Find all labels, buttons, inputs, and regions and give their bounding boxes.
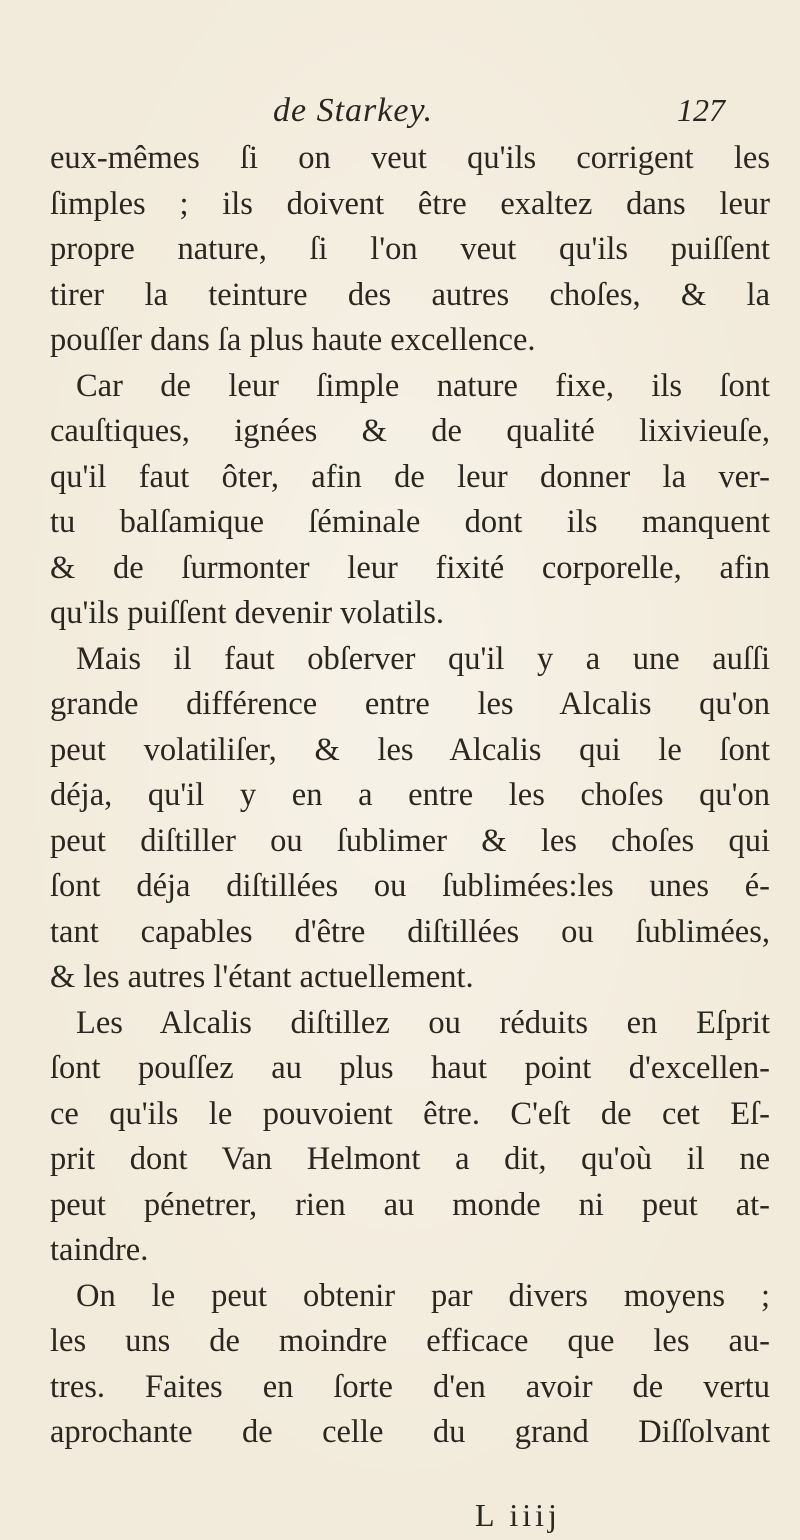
text-line: tant capables d'être diſtillées ou ſublimées, (50, 913, 770, 950)
text-line: ce qu'ils le pouvoient être. C'eſt de cet Eſ- (50, 1095, 770, 1132)
running-head: de Starkey. (273, 92, 434, 129)
text-line: ſont pouſſez au plus haut point d'excellen- (50, 1050, 770, 1086)
text-line: Mais il faut obſerver qu'il y a une auſſi (76, 640, 770, 677)
text-line: & de ſurmonter leur fixité corporelle, afin (50, 549, 770, 586)
text-line: ſont déja diſtillées ou ſublimées:les unes é- (50, 868, 770, 904)
text-line: Les Alcalis diſtillez ou réduits en Eſprit (76, 1004, 770, 1041)
signature-mark: L iiij (475, 1497, 561, 1533)
page-header (55, 92, 725, 136)
text-line: cauſtiques, ignées & de qualité lixivieuſe, (50, 413, 770, 449)
body-text (50, 136, 770, 1456)
text-line: Car de leur ſimple nature fixe, ils ſont (76, 367, 770, 404)
text-line: prit dont Van Helmont a dit, qu'où il ne (50, 1141, 770, 1177)
text-line: qu'il faut ôter, afin de leur donner la ver- (50, 458, 770, 495)
text-line: peut pénetrer, rien au monde ni peut at- (50, 1186, 770, 1223)
text-line: tirer la teinture des autres choſes, & la (50, 276, 770, 313)
text-line: On le peut obtenir par divers moyens ; (76, 1277, 770, 1314)
text-line: déja, qu'il y en a entre les choſes qu'on (50, 777, 770, 813)
text-line: & les autres l'étant actuellement. (50, 959, 474, 995)
text-line: taindre. (50, 1232, 149, 1268)
text-line: tres. Faites en ſorte d'en avoir de vertu (50, 1368, 770, 1405)
text-line: qu'ils puiſſent devenir volatils. (50, 595, 444, 631)
page-number: 127 (677, 92, 725, 128)
text-line: pouſſer dans ſa plus haute excellence. (50, 322, 536, 358)
text-line: aprochante de celle du grand Diſſolvant (50, 1414, 770, 1450)
text-line: les uns de moindre efficace que les au- (50, 1323, 770, 1359)
text-line: tu balſamique ſéminale dont ils manquent (50, 504, 770, 540)
text-line: propre nature, ſi l'on veut qu'ils puiſſent (50, 231, 770, 267)
text-line: grande différence entre les Alcalis qu'on (50, 686, 770, 722)
text-line: peut diſtiller ou ſublimer & les choſes qui (50, 822, 770, 859)
text-line: ſimples ; ils doivent être exaltez dans leur (50, 185, 770, 222)
text-line: peut volatiliſer, & les Alcalis qui le ſont (50, 731, 770, 768)
text-line: eux-mêmes ſi on veut qu'ils corrigent les (50, 140, 770, 176)
